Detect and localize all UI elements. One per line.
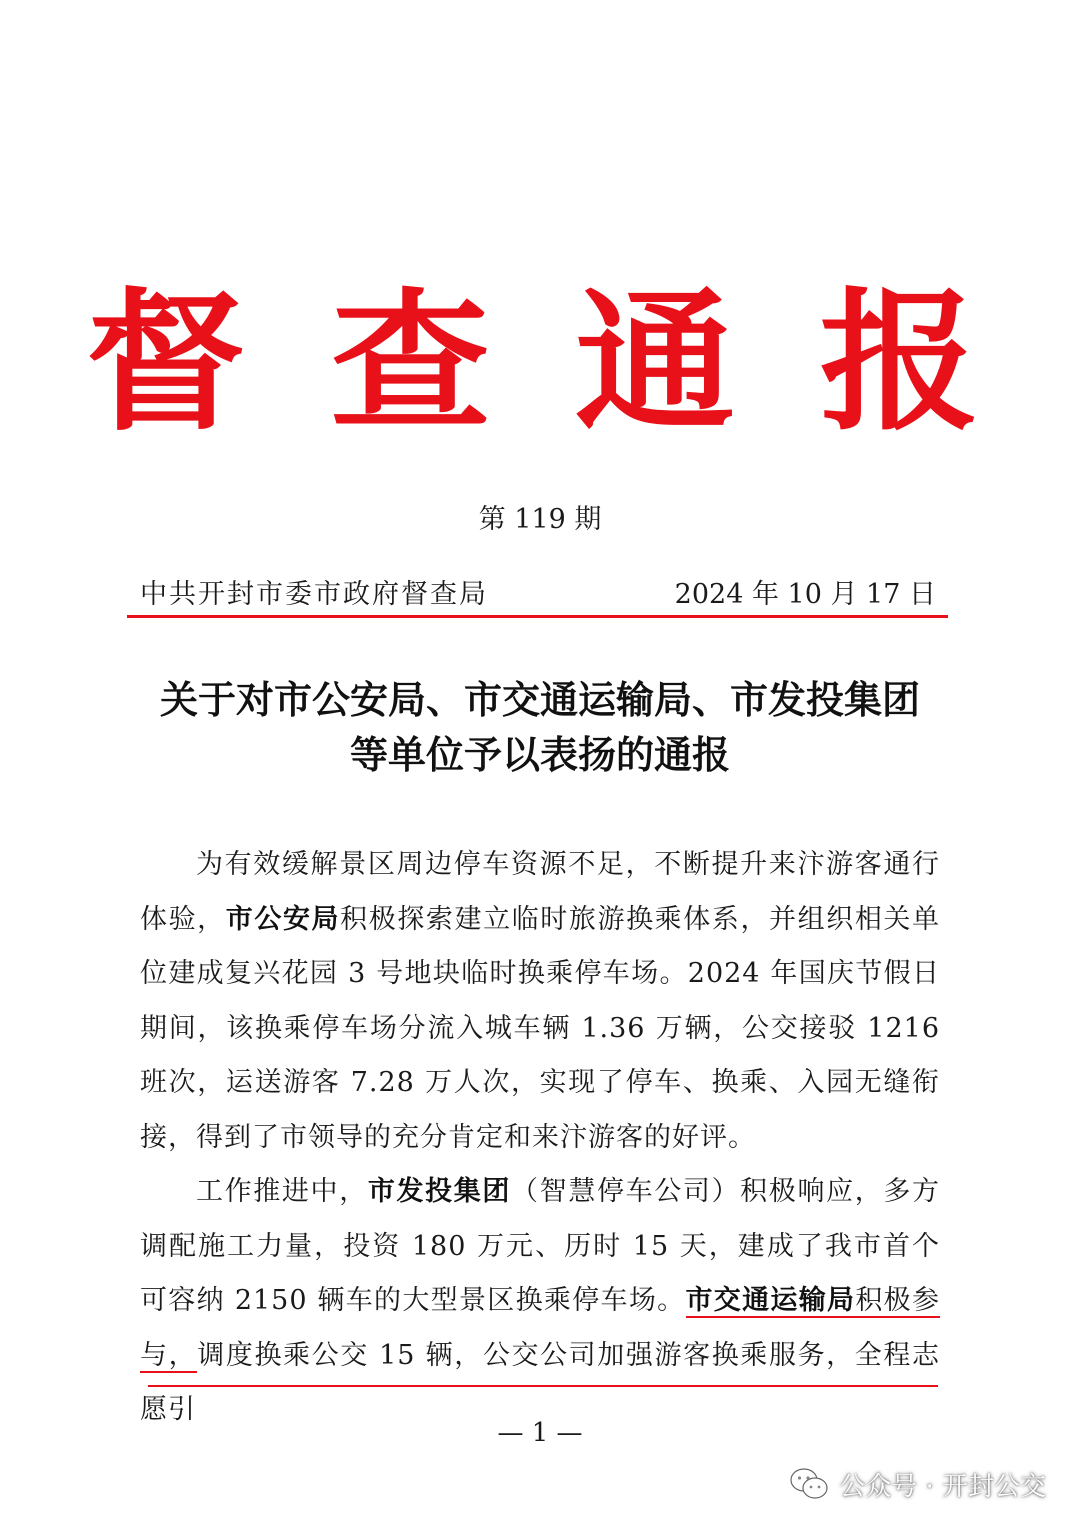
paragraph-2-text-c: （智慧停车公司）积极响应，多方调配施工力量，投资 180 万元、历时 15 天，建成了我市首个可容纳 2150 辆车的大型景区换乘停车场。 bbox=[140, 1176, 941, 1316]
document-title bbox=[100, 672, 980, 782]
document-title-line-1: 关于对市公安局、市交通运输局、市发投集团 bbox=[159, 677, 920, 722]
page-number: — 1 — bbox=[497, 1418, 583, 1448]
watermark bbox=[789, 1462, 1046, 1506]
wechat-icon bbox=[789, 1467, 829, 1501]
paragraph-1-text-a: 为有效缓解景区周边停车资源不足，不断提升来汴游客通行体验， bbox=[140, 849, 940, 935]
highlight-transport-bureau: 市交通运输局 bbox=[685, 1285, 856, 1316]
underline-red-rule bbox=[148, 1385, 938, 1387]
watermark-text: 公众号 · 开封公交 bbox=[839, 1471, 1046, 1502]
highlight-public-security-bureau: 市公安局 bbox=[225, 903, 341, 935]
paragraph-2 bbox=[140, 1165, 940, 1438]
paragraph-1 bbox=[140, 838, 940, 1165]
paragraph-2-text-f: 调度换乘公交 15 辆，公交公司加强游客换乘服务，全程志愿引 bbox=[140, 1339, 941, 1425]
paragraph-2-text-e: 积极参与， bbox=[140, 1285, 940, 1371]
issuer-row bbox=[140, 575, 936, 615]
document-body bbox=[140, 838, 940, 1438]
paragraph-1-text-c: 积极探索建立临时旅游换乘体系，并组织相关单位建成复兴花园 3 号地块临时换乘停车场。2024 年国庆节假日期间，该换乘停车场分流入城车辆 1.36 万辆，公交接驳 1216 班次，运送游客 7.28 万人次，实现了停车、换乘、入园无缝衔接，得到了市领导的充分肯定和来汴游客的好评。 bbox=[140, 903, 941, 1153]
issuer-name: 中共开封市委市政府督查局 bbox=[140, 579, 488, 610]
issue-date: 2024 年 10 月 17 日 bbox=[674, 579, 936, 610]
issue-number: 第 119 期 bbox=[478, 504, 602, 535]
masthead-title: 督 查 通 报 bbox=[85, 272, 994, 451]
highlight-development-investment-group: 市发投集团 bbox=[367, 1176, 512, 1207]
paragraph-2-text-a: 工作推进中， bbox=[196, 1176, 368, 1207]
header-red-rule bbox=[127, 615, 948, 618]
document-title-line-2: 等单位予以表扬的通报 bbox=[349, 732, 730, 777]
